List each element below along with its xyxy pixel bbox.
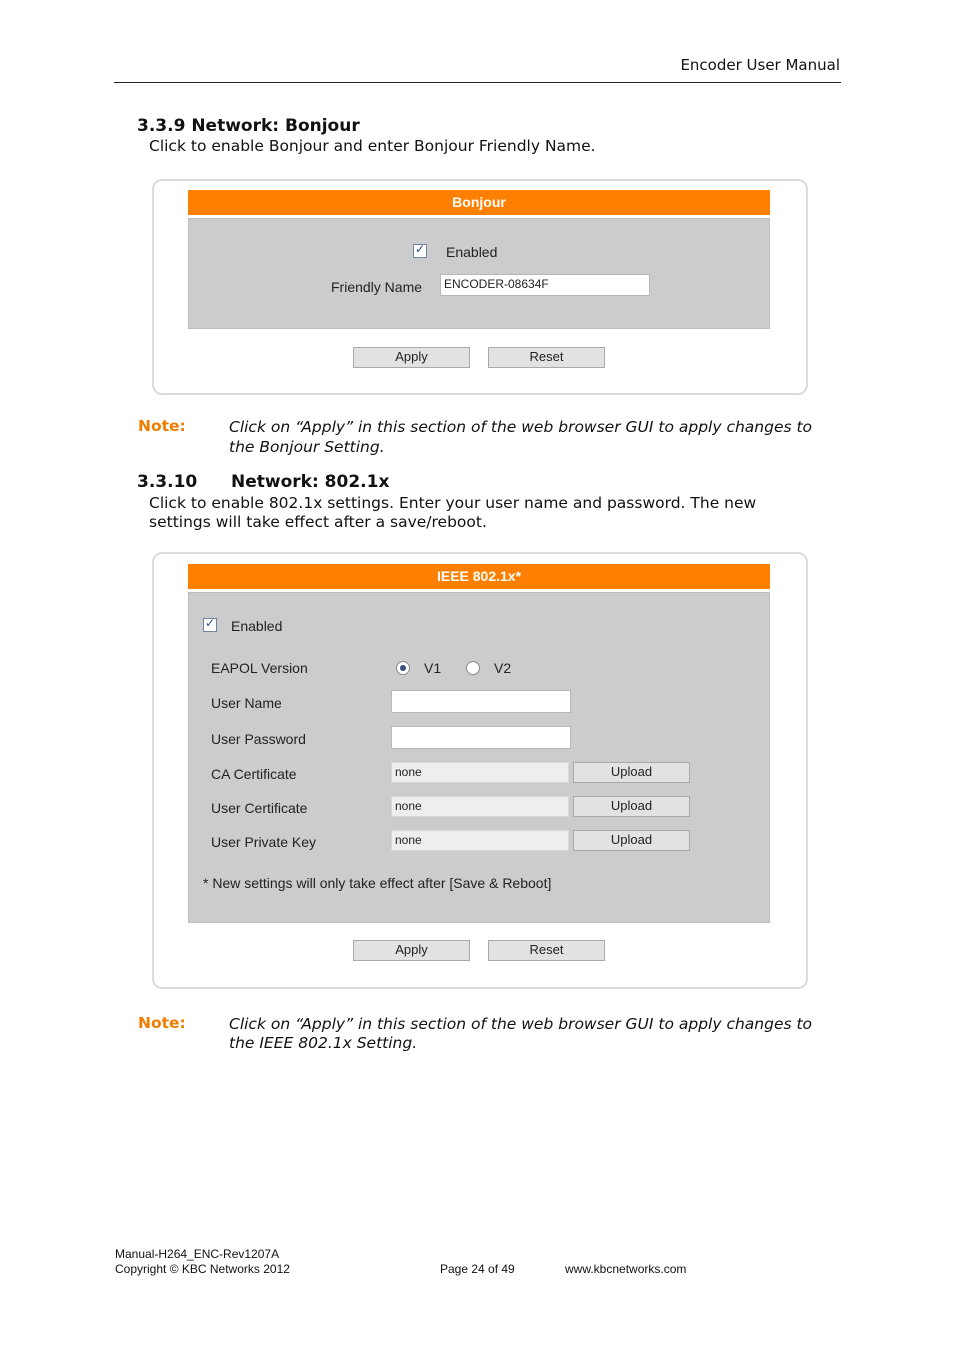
eapol-v2-label: V2 <box>494 660 512 676</box>
user-name-label: User Name <box>211 695 282 711</box>
ieee8021x-panel-title: IEEE 802.1x* <box>188 564 770 589</box>
user-password-input[interactable] <box>391 726 571 749</box>
eapol-v1-label: V1 <box>424 660 442 676</box>
ieee8021x-enabled-checkbox[interactable] <box>203 618 217 632</box>
bonjour-panel-title: Bonjour <box>188 190 770 215</box>
note-label-2: Note: <box>138 1014 186 1032</box>
section-description-bonjour: Click to enable Bonjour and enter Bonjour Friendly Name. <box>149 137 596 155</box>
ca-certificate-label: CA Certificate <box>211 766 297 782</box>
bonjour-reset-button[interactable]: Reset <box>488 347 605 368</box>
user-private-key-field: none <box>391 830 569 851</box>
note2-text-line2: the IEEE 802.1x Setting. <box>229 1034 418 1052</box>
footer-manual-id: Manual-H264_ENC-Rev1207A <box>115 1247 280 1261</box>
section-description-8021x-line1: Click to enable 802.1x settings. Enter your user name and password. The new <box>149 494 757 512</box>
note2-text-line1: Click on “Apply” in this section of the web browser GUI to apply changes to <box>229 1015 813 1033</box>
ieee8021x-apply-button[interactable]: Apply <box>353 940 470 961</box>
ieee8021x-settings-area <box>188 592 770 923</box>
section-description-8021x-line2: settings will take effect after a save/reboot. <box>149 513 487 531</box>
header-divider <box>114 82 841 83</box>
ieee8021x-reset-button[interactable]: Reset <box>488 940 605 961</box>
eapol-version-label: EAPOL Version <box>211 660 308 676</box>
footer-website: www.kbcnetworks.com <box>565 1262 687 1276</box>
eapol-v1-radio[interactable] <box>396 661 410 675</box>
user-private-key-upload-button[interactable]: Upload <box>573 830 690 851</box>
note-label: Note: <box>138 417 186 435</box>
ieee8021x-footnote: * New settings will only take effect after [Save & Reboot] <box>203 875 552 891</box>
eapol-v2-radio[interactable] <box>466 661 480 675</box>
ieee8021x-enabled-label: Enabled <box>231 618 283 634</box>
user-certificate-field: none <box>391 796 569 817</box>
user-private-key-label: User Private Key <box>211 834 317 850</box>
user-name-input[interactable] <box>391 690 571 713</box>
friendly-name-label: Friendly Name <box>331 279 423 295</box>
ca-certificate-upload-button[interactable]: Upload <box>573 762 690 783</box>
ca-certificate-field: none <box>391 762 569 783</box>
footer-copyright: Copyright © KBC Networks 2012 <box>115 1262 290 1276</box>
user-password-label: User Password <box>211 731 306 747</box>
note-text-line2: the Bonjour Setting. <box>229 438 385 456</box>
user-certificate-label: User Certificate <box>211 800 308 816</box>
friendly-name-input[interactable]: ENCODER-08634F <box>440 274 650 296</box>
bonjour-enabled-checkbox[interactable] <box>413 244 427 258</box>
footer-page-number: Page 24 of 49 <box>440 1262 515 1276</box>
section-heading-bonjour: 3.3.9 Network: Bonjour <box>137 116 360 136</box>
document-header-title: Encoder User Manual <box>680 56 840 74</box>
section-heading-8021x: Network: 802.1x <box>231 472 390 492</box>
bonjour-enabled-label: Enabled <box>446 244 498 260</box>
section-heading-number-8021x: 3.3.10 <box>137 472 198 492</box>
user-certificate-upload-button[interactable]: Upload <box>573 796 690 817</box>
note-text-line1: Click on “Apply” in this section of the web browser GUI to apply changes to <box>229 418 813 436</box>
bonjour-apply-button[interactable]: Apply <box>353 347 470 368</box>
